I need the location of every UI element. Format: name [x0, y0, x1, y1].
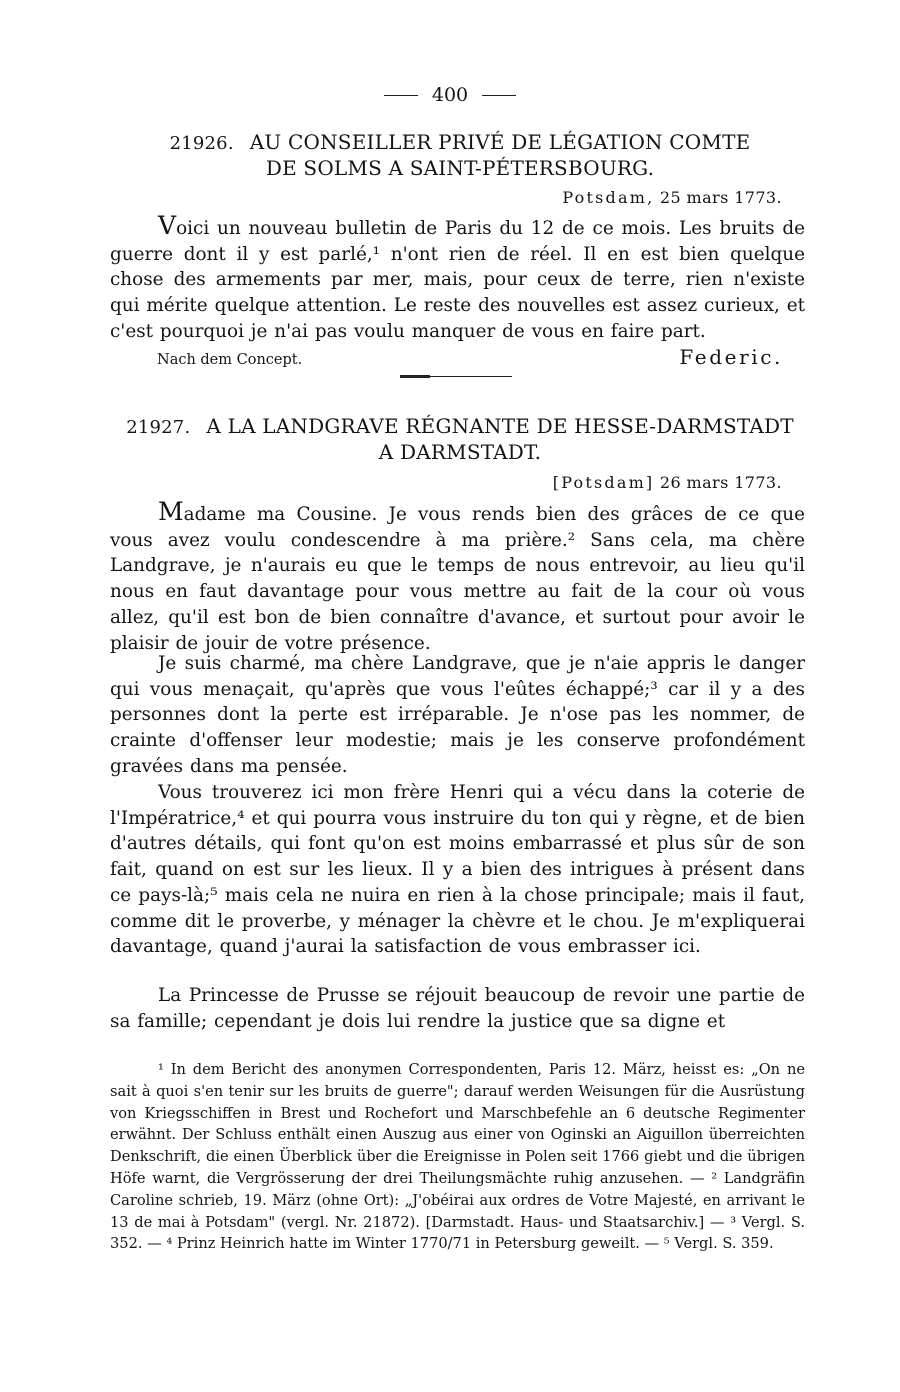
- letter-2-dateline-place: [Potsdam]: [552, 473, 655, 492]
- letter-2-paragraph-1-text: adame ma Cousine. Je vous rends bien des grâces de ce que vous avez voulu condescendre à ma prière.² Sans cela, ma chère Landgrave, je n'aurais eu que le temps de nous entrevoir, au lieu qu'il nous en faut davantage pour vous mettre au fait de la cour où vous allez, qu'il est bon de bien connaître d'avance, et surtout pour avoir le plaisir de jouir de votre présence.: [110, 504, 805, 654]
- letter-1-number: 21926.: [169, 133, 234, 154]
- letter-2-dateline: [553, 473, 782, 492]
- letter-2-title: [110, 414, 810, 465]
- letter-1-dateline: [562, 188, 782, 207]
- header-dash-left: [384, 95, 418, 96]
- letter-1-title: [110, 130, 810, 181]
- letter-1-title-text: AU CONSEILLER PRIVÉ DE LÉGATION COMTE: [249, 130, 751, 154]
- letter-2-title-text: A LA LANDGRAVE RÉGNANTE DE HESSE-DARMSTADT: [206, 414, 794, 438]
- letter-1-footer: [157, 345, 783, 369]
- letter-2-paragraph-1: [110, 499, 805, 656]
- letter-2-title-line-2: A DARMSTADT.: [378, 440, 542, 464]
- letter-1-title-line-2: DE SOLMS A SAINT-PÉTERSBOURG.: [265, 156, 655, 180]
- footnotes: ¹ In dem Bericht des anonymen Correspondenten, Paris 12. März, heisst es: „On ne sait à quoi s'en tenir sur les bruits de guerre"; darauf werden Weisungen für die Ausrüstung von Kriegsschiffen in Brest und Rochefort und Marschbefehle an 6 deutsche Regimenter erwähnt. Der Schluss enthält einen Auszug aus einer von Oginski an Aiguillon überreichten Denkschrift, die einen Überblick über die Ereignisse in Polen seit 1766 giebt und die übrigen Höfe warnt, die Vergrösserung der drei Theilungsmächte ruhig anzusehen. — ² Landgräfin Caroline schrieb, 19. März (ohne Ort): „J'obéirai aux ordres de Votre Majesté, en arrivant le 13 de mai à Potsdam" (vergl. Nr. 21872). [Darmstadt. Haus- und Staatsarchiv.] — ³ Vergl. S. 352. — ⁴ Prinz Heinrich hatte im Winter 1770/71 in Petersburg geweilt. — ⁵ Vergl. S. 359.: [110, 1061, 805, 1253]
- letter-1-dropcap: V: [158, 211, 177, 240]
- signature: Federic.: [679, 345, 783, 369]
- page-header: [0, 84, 900, 106]
- header-dash-right: [482, 95, 516, 96]
- letter-1-title-line-1: [110, 130, 810, 156]
- letter-separator: [400, 376, 512, 377]
- source-note: Nach dem Concept.: [157, 352, 303, 368]
- letter-2-dateline-date: 26 mars 1773.: [659, 473, 782, 492]
- letter-2-number: 21927.: [126, 417, 191, 438]
- page-number: 400: [431, 84, 469, 106]
- letter-2-paragraph-4: La Princesse de Prusse se réjouit beaucoup de revoir une partie de sa famille; cependant je dois lui rendre la justice que sa digne et: [110, 985, 805, 1032]
- letter-2-dropcap: M: [158, 497, 184, 526]
- letter-1-dateline-place: Potsdam,: [562, 188, 655, 207]
- letter-2-paragraph-3: Vous trouverez ici mon frère Henri qui a vécu dans la coterie de l'Impératrice,⁴ et qui pourra vous instruire du ton qui y règne, et de bien d'autres détails, qui font qu'on est moins embarrassé et plus sûr de son fait, quand on est sur les lieux. Il y a bien des intrigues à présent dans ce pays-là;⁵ mais cela ne nuira en rien à la chose principale; mais il faut, comme dit le proverbe, y ménager la chèvre et le chou. Je m'expliquerai davantage, quand j'aurai la satisfaction de vous embrasser ici.: [110, 782, 805, 958]
- letter-2-paragraph-2: Je suis charmé, ma chère Landgrave, que je n'aie appris le danger qui vous menaçait, qu'après que vous l'eûtes échappé;³ car il y a des personnes dont la perte est irréparable. Je n'ose pas les nommer, de crainte d'offenser leur modestie; mais je les conserve profondément gravées dans ma pensée.: [110, 653, 805, 777]
- letter-1-dateline-date: 25 mars 1773.: [659, 188, 782, 207]
- letter-1-body: [110, 213, 805, 345]
- letter-1-body-text: oici un nouveau bulletin de Paris du 12 de ce mois. Les bruits de guerre dont il y est parlé,¹ n'ont rien de réel. Il en est bien quelque chose des armements par mer, mais, pour ceux de terre, rien n'existe qui mérite quelque attention. Le reste des nouvelles est assez curieux, et c'est pourquoi je n'ai pas voulu manquer de vous en faire part.: [110, 218, 805, 342]
- letter-2-title-line-1: [110, 414, 810, 440]
